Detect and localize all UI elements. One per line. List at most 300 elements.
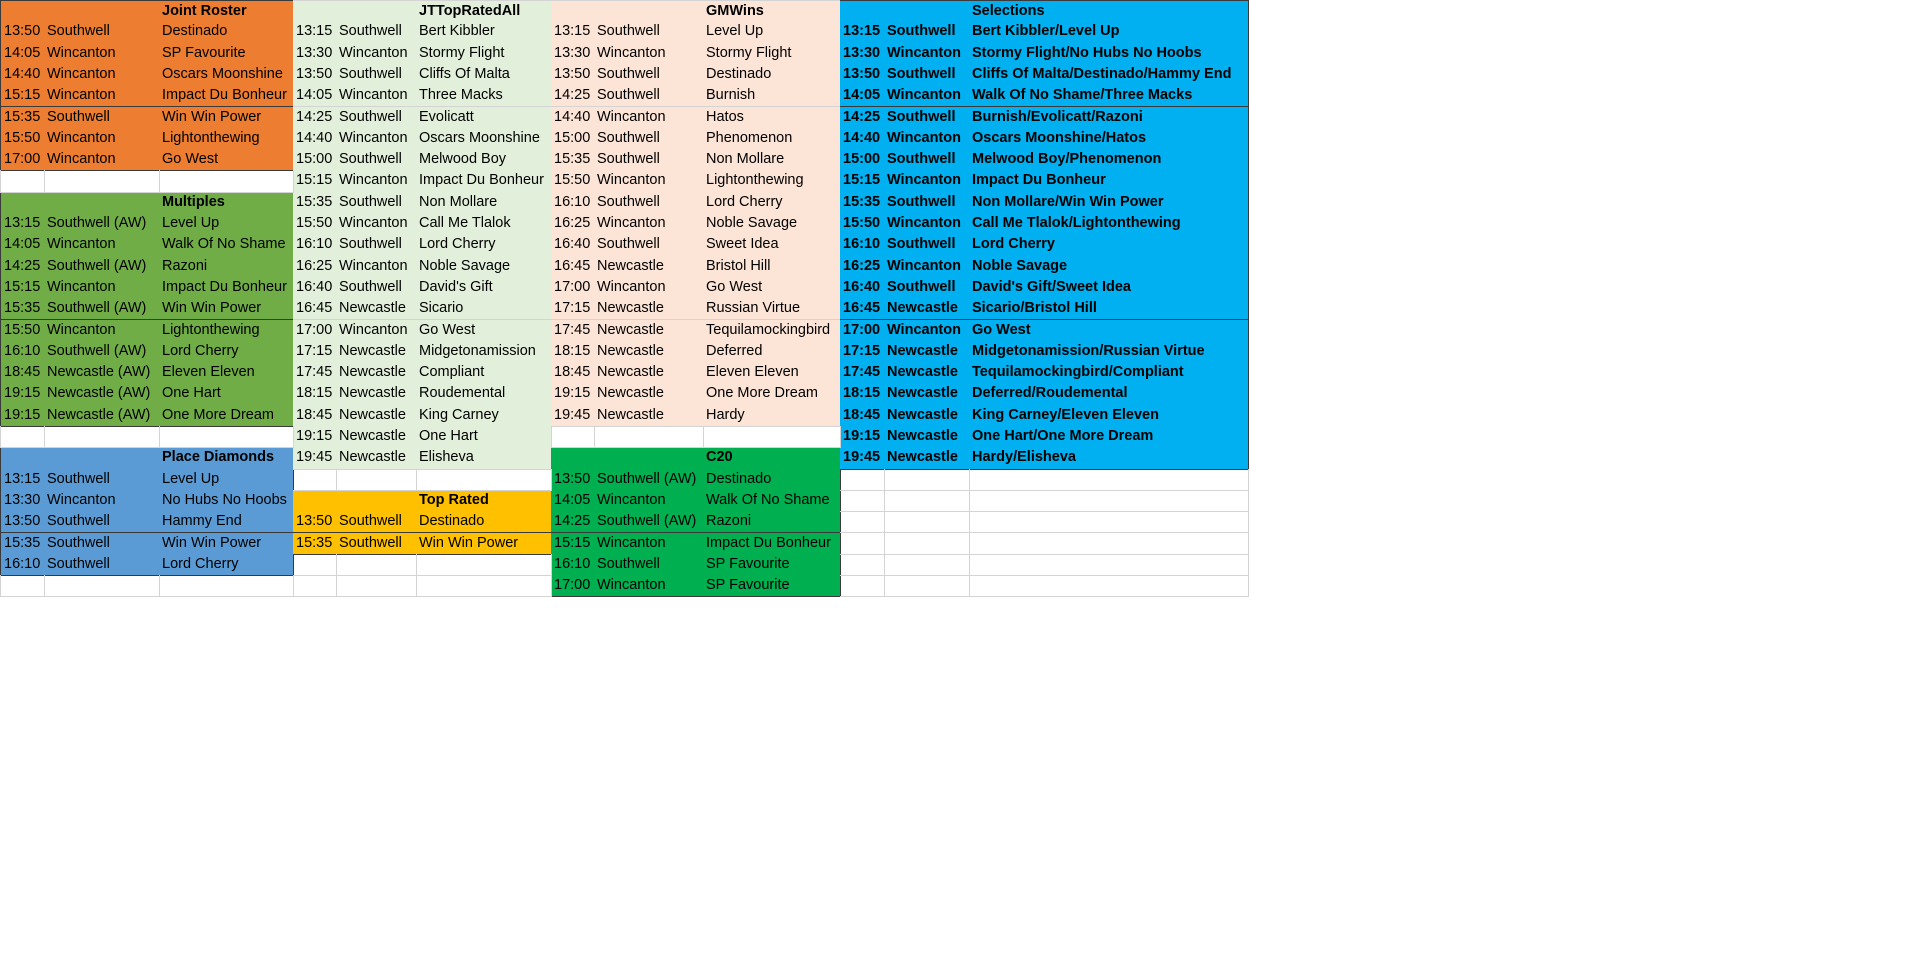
gm_wins-course-cell[interactable]: Southwell [594, 21, 704, 43]
multiples-course-cell[interactable]: Southwell (AW) [44, 256, 160, 278]
selections-horse-cell[interactable]: Hardy/Elisheva [969, 447, 1249, 469]
c20-horse-cell[interactable]: Destinado [703, 469, 841, 491]
selections-time-cell[interactable]: 14:40 [840, 128, 885, 150]
c20-time-cell[interactable]: 13:50 [551, 469, 595, 491]
selections-time-cell[interactable]: 16:40 [840, 277, 885, 299]
gm_wins-horse-cell[interactable]: Stormy Flight [703, 43, 841, 65]
gm_wins-time-cell[interactable]: 16:45 [551, 256, 595, 278]
place_diamonds-time-cell[interactable]: 13:50 [0, 511, 45, 533]
gm_wins-horse-cell[interactable]: Destinado [703, 64, 841, 86]
selections-horse-cell[interactable]: Deferred/Roudemental [969, 383, 1249, 405]
empty-cell[interactable] [336, 554, 417, 576]
top_rated-time-cell[interactable]: 13:50 [293, 511, 337, 533]
multiples-header-blank[interactable] [44, 192, 160, 214]
jt_top_rated_all-horse-cell[interactable]: Go West [416, 320, 552, 342]
jt_top_rated_all-horse-cell[interactable]: Roudemental [416, 383, 552, 405]
jt_top_rated_all-time-cell[interactable]: 13:30 [293, 43, 337, 65]
joint_roster-horse-cell[interactable]: Impact Du Bonheur [159, 85, 294, 107]
multiples-horse-cell[interactable]: Lightonthewing [159, 320, 294, 342]
gm_wins-time-cell[interactable]: 14:25 [551, 85, 595, 107]
multiples-horse-cell[interactable]: Impact Du Bonheur [159, 277, 294, 299]
empty-cell[interactable] [884, 554, 970, 576]
jt_top_rated_all-time-cell[interactable]: 17:45 [293, 362, 337, 384]
jt_top_rated_all-horse-cell[interactable]: David's Gift [416, 277, 552, 299]
selections-horse-cell[interactable]: David's Gift/Sweet Idea [969, 277, 1249, 299]
selections-horse-cell[interactable]: Sicario/Bristol Hill [969, 298, 1249, 320]
gm_wins-time-cell[interactable]: 13:30 [551, 43, 595, 65]
empty-cell[interactable] [884, 490, 970, 512]
empty-cell[interactable] [969, 469, 1249, 491]
gm_wins-course-cell[interactable]: Newcastle [594, 383, 704, 405]
selections-horse-cell[interactable]: Go West [969, 320, 1249, 342]
jt_top_rated_all-time-cell[interactable]: 14:05 [293, 85, 337, 107]
multiples-time-cell[interactable]: 19:15 [0, 405, 45, 427]
place_diamonds-horse-cell[interactable]: No Hubs No Hoobs [159, 490, 294, 512]
selections-course-cell[interactable]: Southwell [884, 21, 970, 43]
place_diamonds-course-cell[interactable]: Southwell [44, 511, 160, 533]
jt_top_rated_all-horse-cell[interactable]: Elisheva [416, 447, 552, 469]
selections-horse-cell[interactable]: Melwood Boy/Phenomenon [969, 149, 1249, 171]
empty-cell[interactable] [594, 426, 704, 448]
gm_wins-course-cell[interactable]: Newcastle [594, 405, 704, 427]
jt_top_rated_all-time-cell[interactable]: 13:50 [293, 64, 337, 86]
empty-cell[interactable] [969, 575, 1249, 597]
joint_roster-time-cell[interactable]: 14:40 [0, 64, 45, 86]
jt_top_rated_all-time-cell[interactable]: 17:00 [293, 320, 337, 342]
jt_top_rated_all-horse-cell[interactable]: Stormy Flight [416, 43, 552, 65]
joint_roster-horse-cell[interactable]: Oscars Moonshine [159, 64, 294, 86]
selections-course-cell[interactable]: Southwell [884, 192, 970, 214]
jt_top_rated_all-time-cell[interactable]: 14:25 [293, 107, 337, 129]
c20-horse-cell[interactable]: Razoni [703, 511, 841, 533]
gm_wins-horse-cell[interactable]: Lightonthewing [703, 170, 841, 192]
jt_top_rated_all-horse-cell[interactable]: Lord Cherry [416, 234, 552, 256]
place_diamonds-time-cell[interactable]: 13:30 [0, 490, 45, 512]
c20-horse-cell[interactable]: Impact Du Bonheur [703, 533, 841, 555]
selections-horse-cell[interactable]: Call Me Tlalok/Lightonthewing [969, 213, 1249, 235]
jt_top_rated_all-time-cell[interactable]: 16:25 [293, 256, 337, 278]
selections-horse-cell[interactable]: Burnish/Evolicatt/Razoni [969, 107, 1249, 129]
empty-cell[interactable] [840, 533, 885, 555]
selections-time-cell[interactable]: 14:05 [840, 85, 885, 107]
empty-cell[interactable] [293, 575, 337, 597]
selections-course-cell[interactable]: Newcastle [884, 362, 970, 384]
selections-time-cell[interactable]: 16:10 [840, 234, 885, 256]
joint_roster-time-cell[interactable]: 15:50 [0, 128, 45, 150]
c20-horse-cell[interactable]: Walk Of No Shame [703, 490, 841, 512]
gm_wins-horse-cell[interactable]: Noble Savage [703, 213, 841, 235]
joint_roster-horse-cell[interactable]: Win Win Power [159, 107, 294, 129]
selections-horse-cell[interactable]: Tequilamockingbird/Compliant [969, 362, 1249, 384]
gm_wins-course-cell[interactable]: Southwell [594, 85, 704, 107]
multiples-course-cell[interactable]: Newcastle (AW) [44, 383, 160, 405]
empty-cell[interactable] [159, 170, 294, 192]
joint_roster-horse-cell[interactable]: SP Favourite [159, 43, 294, 65]
gm_wins-horse-cell[interactable]: Tequilamockingbird [703, 320, 841, 342]
selections-time-cell[interactable]: 19:15 [840, 426, 885, 448]
jt_top_rated_all-horse-cell[interactable]: King Carney [416, 405, 552, 427]
empty-cell[interactable] [551, 426, 595, 448]
selections-course-cell[interactable]: Newcastle [884, 405, 970, 427]
selections-time-cell[interactable]: 13:30 [840, 43, 885, 65]
gm_wins-time-cell[interactable]: 13:15 [551, 21, 595, 43]
jt_top_rated_all-course-cell[interactable]: Newcastle [336, 341, 417, 363]
gm_wins-horse-cell[interactable]: Lord Cherry [703, 192, 841, 214]
multiples-title[interactable]: Multiples [159, 192, 294, 214]
multiples-header-blank[interactable] [0, 192, 45, 214]
selections-horse-cell[interactable]: Cliffs Of Malta/Destinado/Hammy End [969, 64, 1249, 86]
place_diamonds-course-cell[interactable]: Southwell [44, 533, 160, 555]
empty-cell[interactable] [0, 170, 45, 192]
jt_top_rated_all-course-cell[interactable]: Southwell [336, 277, 417, 299]
multiples-time-cell[interactable]: 16:10 [0, 341, 45, 363]
selections-course-cell[interactable]: Newcastle [884, 426, 970, 448]
joint_roster-header-blank[interactable] [44, 0, 160, 22]
empty-cell[interactable] [293, 554, 337, 576]
multiples-time-cell[interactable]: 15:15 [0, 277, 45, 299]
selections-horse-cell[interactable]: Noble Savage [969, 256, 1249, 278]
multiples-course-cell[interactable]: Wincanton [44, 320, 160, 342]
joint_roster-header-blank[interactable] [0, 0, 45, 22]
jt_top_rated_all-course-cell[interactable]: Newcastle [336, 362, 417, 384]
gm_wins-course-cell[interactable]: Newcastle [594, 341, 704, 363]
c20-title[interactable]: C20 [703, 447, 841, 469]
jt_top_rated_all-course-cell[interactable]: Wincanton [336, 170, 417, 192]
empty-cell[interactable] [840, 469, 885, 491]
multiples-time-cell[interactable]: 14:05 [0, 234, 45, 256]
selections-time-cell[interactable]: 15:15 [840, 170, 885, 192]
selections-header-blank[interactable] [884, 0, 970, 22]
gm_wins-header-blank[interactable] [594, 0, 704, 22]
jt_top_rated_all-time-cell[interactable]: 15:50 [293, 213, 337, 235]
gm_wins-time-cell[interactable]: 15:50 [551, 170, 595, 192]
empty-cell[interactable] [969, 554, 1249, 576]
multiples-course-cell[interactable]: Southwell (AW) [44, 213, 160, 235]
c20-course-cell[interactable]: Wincanton [594, 490, 704, 512]
jt_top_rated_all-horse-cell[interactable]: One Hart [416, 426, 552, 448]
multiples-time-cell[interactable]: 18:45 [0, 362, 45, 384]
jt_top_rated_all-horse-cell[interactable]: Call Me Tlalok [416, 213, 552, 235]
joint_roster-time-cell[interactable]: 14:05 [0, 43, 45, 65]
selections-time-cell[interactable]: 18:15 [840, 383, 885, 405]
joint_roster-course-cell[interactable]: Wincanton [44, 149, 160, 171]
selections-course-cell[interactable]: Southwell [884, 107, 970, 129]
jt_top_rated_all-horse-cell[interactable]: Sicario [416, 298, 552, 320]
jt_top_rated_all-time-cell[interactable]: 19:45 [293, 447, 337, 469]
selections-horse-cell[interactable]: Oscars Moonshine/Hatos [969, 128, 1249, 150]
selections-course-cell[interactable]: Newcastle [884, 341, 970, 363]
selections-time-cell[interactable]: 15:50 [840, 213, 885, 235]
empty-cell[interactable] [44, 426, 160, 448]
empty-cell[interactable] [0, 575, 45, 597]
selections-horse-cell[interactable]: Lord Cherry [969, 234, 1249, 256]
place_diamonds-time-cell[interactable]: 16:10 [0, 554, 45, 576]
selections-time-cell[interactable]: 18:45 [840, 405, 885, 427]
jt_top_rated_all-course-cell[interactable]: Wincanton [336, 128, 417, 150]
joint_roster-course-cell[interactable]: Wincanton [44, 85, 160, 107]
jt_top_rated_all-course-cell[interactable]: Wincanton [336, 256, 417, 278]
multiples-course-cell[interactable]: Southwell (AW) [44, 341, 160, 363]
c20-horse-cell[interactable]: SP Favourite [703, 575, 841, 597]
multiples-course-cell[interactable]: Newcastle (AW) [44, 362, 160, 384]
selections-time-cell[interactable]: 19:45 [840, 447, 885, 469]
jt_top_rated_all-time-cell[interactable]: 15:00 [293, 149, 337, 171]
joint_roster-course-cell[interactable]: Wincanton [44, 43, 160, 65]
gm_wins-course-cell[interactable]: Wincanton [594, 43, 704, 65]
gm_wins-time-cell[interactable]: 16:10 [551, 192, 595, 214]
multiples-horse-cell[interactable]: One Hart [159, 383, 294, 405]
top_rated-header-blank[interactable] [293, 490, 337, 512]
jt_top_rated_all-course-cell[interactable]: Wincanton [336, 213, 417, 235]
multiples-time-cell[interactable]: 13:15 [0, 213, 45, 235]
top_rated-time-cell[interactable]: 15:35 [293, 533, 337, 555]
multiples-horse-cell[interactable]: Eleven Eleven [159, 362, 294, 384]
selections-title[interactable]: Selections [969, 0, 1249, 22]
top_rated-horse-cell[interactable]: Win Win Power [416, 533, 552, 555]
place_diamonds-title[interactable]: Place Diamonds [159, 447, 294, 469]
joint_roster-course-cell[interactable]: Wincanton [44, 64, 160, 86]
gm_wins-time-cell[interactable]: 19:15 [551, 383, 595, 405]
c20-time-cell[interactable]: 17:00 [551, 575, 595, 597]
empty-cell[interactable] [44, 170, 160, 192]
joint_roster-horse-cell[interactable]: Lightonthewing [159, 128, 294, 150]
c20-course-cell[interactable]: Southwell [594, 554, 704, 576]
multiples-course-cell[interactable]: Newcastle (AW) [44, 405, 160, 427]
c20-time-cell[interactable]: 14:05 [551, 490, 595, 512]
gm_wins-horse-cell[interactable]: Burnish [703, 85, 841, 107]
gm_wins-time-cell[interactable]: 17:00 [551, 277, 595, 299]
jt_top_rated_all-course-cell[interactable]: Southwell [336, 21, 417, 43]
selections-horse-cell[interactable]: Impact Du Bonheur [969, 170, 1249, 192]
gm_wins-horse-cell[interactable]: Deferred [703, 341, 841, 363]
jt_top_rated_all-horse-cell[interactable]: Midgetonamission [416, 341, 552, 363]
jt_top_rated_all-time-cell[interactable]: 17:15 [293, 341, 337, 363]
jt_top_rated_all-time-cell[interactable]: 16:45 [293, 298, 337, 320]
jt_top_rated_all-time-cell[interactable]: 18:15 [293, 383, 337, 405]
jt_top_rated_all-horse-cell[interactable]: Oscars Moonshine [416, 128, 552, 150]
gm_wins-horse-cell[interactable]: Level Up [703, 21, 841, 43]
selections-horse-cell[interactable]: One Hart/One More Dream [969, 426, 1249, 448]
jt_top_rated_all-course-cell[interactable]: Newcastle [336, 447, 417, 469]
c20-header-blank[interactable] [551, 447, 595, 469]
selections-course-cell[interactable]: Newcastle [884, 383, 970, 405]
selections-course-cell[interactable]: Wincanton [884, 128, 970, 150]
gm_wins-course-cell[interactable]: Wincanton [594, 277, 704, 299]
c20-course-cell[interactable]: Southwell (AW) [594, 469, 704, 491]
gm_wins-horse-cell[interactable]: Hatos [703, 107, 841, 129]
jt_top_rated_all-course-cell[interactable]: Wincanton [336, 320, 417, 342]
gm_wins-course-cell[interactable]: Southwell [594, 64, 704, 86]
jt_top_rated_all-horse-cell[interactable]: Compliant [416, 362, 552, 384]
multiples-time-cell[interactable]: 15:50 [0, 320, 45, 342]
multiples-horse-cell[interactable]: Lord Cherry [159, 341, 294, 363]
empty-cell[interactable] [840, 575, 885, 597]
selections-course-cell[interactable]: Southwell [884, 64, 970, 86]
selections-time-cell[interactable]: 17:15 [840, 341, 885, 363]
selections-course-cell[interactable]: Wincanton [884, 320, 970, 342]
multiples-horse-cell[interactable]: Win Win Power [159, 298, 294, 320]
jt_top_rated_all-horse-cell[interactable]: Melwood Boy [416, 149, 552, 171]
gm_wins-course-cell[interactable]: Newcastle [594, 256, 704, 278]
gm_wins-time-cell[interactable]: 14:40 [551, 107, 595, 129]
jt_top_rated_all-time-cell[interactable]: 15:15 [293, 170, 337, 192]
empty-cell[interactable] [0, 426, 45, 448]
gm_wins-time-cell[interactable]: 18:15 [551, 341, 595, 363]
empty-cell[interactable] [293, 469, 337, 491]
joint_roster-time-cell[interactable]: 17:00 [0, 149, 45, 171]
place_diamonds-time-cell[interactable]: 15:35 [0, 533, 45, 555]
selections-horse-cell[interactable]: Non Mollare/Win Win Power [969, 192, 1249, 214]
jt_top_rated_all-course-cell[interactable]: Southwell [336, 64, 417, 86]
gm_wins-course-cell[interactable]: Southwell [594, 149, 704, 171]
place_diamonds-horse-cell[interactable]: Hammy End [159, 511, 294, 533]
multiples-course-cell[interactable]: Wincanton [44, 277, 160, 299]
empty-cell[interactable] [159, 575, 294, 597]
selections-horse-cell[interactable]: Stormy Flight/No Hubs No Hoobs [969, 43, 1249, 65]
place_diamonds-horse-cell[interactable]: Win Win Power [159, 533, 294, 555]
gm_wins-time-cell[interactable]: 15:35 [551, 149, 595, 171]
multiples-horse-cell[interactable]: Level Up [159, 213, 294, 235]
empty-cell[interactable] [703, 426, 841, 448]
c20-course-cell[interactable]: Wincanton [594, 575, 704, 597]
selections-time-cell[interactable]: 17:45 [840, 362, 885, 384]
jt_top_rated_all-title[interactable]: JTTopRatedAll [416, 0, 552, 22]
empty-cell[interactable] [336, 575, 417, 597]
gm_wins-course-cell[interactable]: Wincanton [594, 107, 704, 129]
jt_top_rated_all-time-cell[interactable]: 16:40 [293, 277, 337, 299]
place_diamonds-horse-cell[interactable]: Level Up [159, 469, 294, 491]
selections-course-cell[interactable]: Southwell [884, 149, 970, 171]
gm_wins-time-cell[interactable]: 15:00 [551, 128, 595, 150]
gm_wins-time-cell[interactable]: 19:45 [551, 405, 595, 427]
top_rated-course-cell[interactable]: Southwell [336, 533, 417, 555]
empty-cell[interactable] [969, 490, 1249, 512]
jt_top_rated_all-course-cell[interactable]: Southwell [336, 234, 417, 256]
gm_wins-time-cell[interactable]: 13:50 [551, 64, 595, 86]
multiples-course-cell[interactable]: Southwell (AW) [44, 298, 160, 320]
jt_top_rated_all-course-cell[interactable]: Newcastle [336, 383, 417, 405]
selections-time-cell[interactable]: 17:00 [840, 320, 885, 342]
empty-cell[interactable] [159, 426, 294, 448]
place_diamonds-course-cell[interactable]: Southwell [44, 469, 160, 491]
jt_top_rated_all-course-cell[interactable]: Newcastle [336, 298, 417, 320]
c20-course-cell[interactable]: Southwell (AW) [594, 511, 704, 533]
multiples-time-cell[interactable]: 15:35 [0, 298, 45, 320]
jt_top_rated_all-horse-cell[interactable]: Bert Kibbler [416, 21, 552, 43]
place_diamonds-course-cell[interactable]: Southwell [44, 554, 160, 576]
gm_wins-header-blank[interactable] [551, 0, 595, 22]
gm_wins-time-cell[interactable]: 17:15 [551, 298, 595, 320]
empty-cell[interactable] [884, 469, 970, 491]
gm_wins-course-cell[interactable]: Southwell [594, 192, 704, 214]
gm_wins-horse-cell[interactable]: Eleven Eleven [703, 362, 841, 384]
c20-time-cell[interactable]: 14:25 [551, 511, 595, 533]
top_rated-header-blank[interactable] [336, 490, 417, 512]
selections-course-cell[interactable]: Wincanton [884, 213, 970, 235]
jt_top_rated_all-horse-cell[interactable]: Cliffs Of Malta [416, 64, 552, 86]
gm_wins-course-cell[interactable]: Southwell [594, 128, 704, 150]
c20-horse-cell[interactable]: SP Favourite [703, 554, 841, 576]
empty-cell[interactable] [840, 490, 885, 512]
jt_top_rated_all-time-cell[interactable]: 15:35 [293, 192, 337, 214]
gm_wins-time-cell[interactable]: 17:45 [551, 320, 595, 342]
jt_top_rated_all-horse-cell[interactable]: Noble Savage [416, 256, 552, 278]
selections-course-cell[interactable]: Southwell [884, 277, 970, 299]
selections-horse-cell[interactable]: Bert Kibbler/Level Up [969, 21, 1249, 43]
gm_wins-course-cell[interactable]: Wincanton [594, 170, 704, 192]
joint_roster-time-cell[interactable]: 15:35 [0, 107, 45, 129]
gm_wins-course-cell[interactable]: Southwell [594, 234, 704, 256]
place_diamonds-header-blank[interactable] [44, 447, 160, 469]
empty-cell[interactable] [884, 575, 970, 597]
c20-header-blank[interactable] [594, 447, 704, 469]
selections-course-cell[interactable]: Newcastle [884, 447, 970, 469]
gm_wins-time-cell[interactable]: 16:25 [551, 213, 595, 235]
gm_wins-course-cell[interactable]: Newcastle [594, 320, 704, 342]
empty-cell[interactable] [884, 511, 970, 533]
multiples-time-cell[interactable]: 19:15 [0, 383, 45, 405]
gm_wins-horse-cell[interactable]: Phenomenon [703, 128, 841, 150]
selections-horse-cell[interactable]: Walk Of No Shame/Three Macks [969, 85, 1249, 107]
joint_roster-horse-cell[interactable]: Destinado [159, 21, 294, 43]
multiples-time-cell[interactable]: 14:25 [0, 256, 45, 278]
selections-time-cell[interactable]: 14:25 [840, 107, 885, 129]
selections-course-cell[interactable]: Wincanton [884, 85, 970, 107]
c20-course-cell[interactable]: Wincanton [594, 533, 704, 555]
selections-course-cell[interactable]: Southwell [884, 234, 970, 256]
empty-cell[interactable] [416, 575, 552, 597]
empty-cell[interactable] [884, 533, 970, 555]
jt_top_rated_all-time-cell[interactable]: 19:15 [293, 426, 337, 448]
gm_wins-horse-cell[interactable]: Go West [703, 277, 841, 299]
gm_wins-time-cell[interactable]: 16:40 [551, 234, 595, 256]
selections-course-cell[interactable]: Wincanton [884, 256, 970, 278]
jt_top_rated_all-header-blank[interactable] [293, 0, 337, 22]
jt_top_rated_all-horse-cell[interactable]: Three Macks [416, 85, 552, 107]
selections-time-cell[interactable]: 16:45 [840, 298, 885, 320]
gm_wins-horse-cell[interactable]: Non Mollare [703, 149, 841, 171]
jt_top_rated_all-course-cell[interactable]: Southwell [336, 149, 417, 171]
joint_roster-title[interactable]: Joint Roster [159, 0, 294, 22]
jt_top_rated_all-horse-cell[interactable]: Evolicatt [416, 107, 552, 129]
c20-time-cell[interactable]: 15:15 [551, 533, 595, 555]
selections-horse-cell[interactable]: King Carney/Eleven Eleven [969, 405, 1249, 427]
gm_wins-course-cell[interactable]: Wincanton [594, 213, 704, 235]
jt_top_rated_all-time-cell[interactable]: 16:10 [293, 234, 337, 256]
selections-course-cell[interactable]: Wincanton [884, 43, 970, 65]
jt_top_rated_all-horse-cell[interactable]: Non Mollare [416, 192, 552, 214]
top_rated-title[interactable]: Top Rated [416, 490, 552, 512]
empty-cell[interactable] [969, 511, 1249, 533]
selections-time-cell[interactable]: 13:50 [840, 64, 885, 86]
place_diamonds-header-blank[interactable] [0, 447, 45, 469]
empty-cell[interactable] [840, 511, 885, 533]
top_rated-course-cell[interactable]: Southwell [336, 511, 417, 533]
selections-course-cell[interactable]: Wincanton [884, 170, 970, 192]
top_rated-horse-cell[interactable]: Destinado [416, 511, 552, 533]
multiples-course-cell[interactable]: Wincanton [44, 234, 160, 256]
place_diamonds-course-cell[interactable]: Wincanton [44, 490, 160, 512]
selections-horse-cell[interactable]: Midgetonamission/Russian Virtue [969, 341, 1249, 363]
multiples-horse-cell[interactable]: Razoni [159, 256, 294, 278]
selections-time-cell[interactable]: 13:15 [840, 21, 885, 43]
jt_top_rated_all-course-cell[interactable]: Newcastle [336, 426, 417, 448]
gm_wins-horse-cell[interactable]: Bristol Hill [703, 256, 841, 278]
jt_top_rated_all-header-blank[interactable] [336, 0, 417, 22]
empty-cell[interactable] [840, 554, 885, 576]
joint_roster-time-cell[interactable]: 15:15 [0, 85, 45, 107]
selections-time-cell[interactable]: 15:00 [840, 149, 885, 171]
